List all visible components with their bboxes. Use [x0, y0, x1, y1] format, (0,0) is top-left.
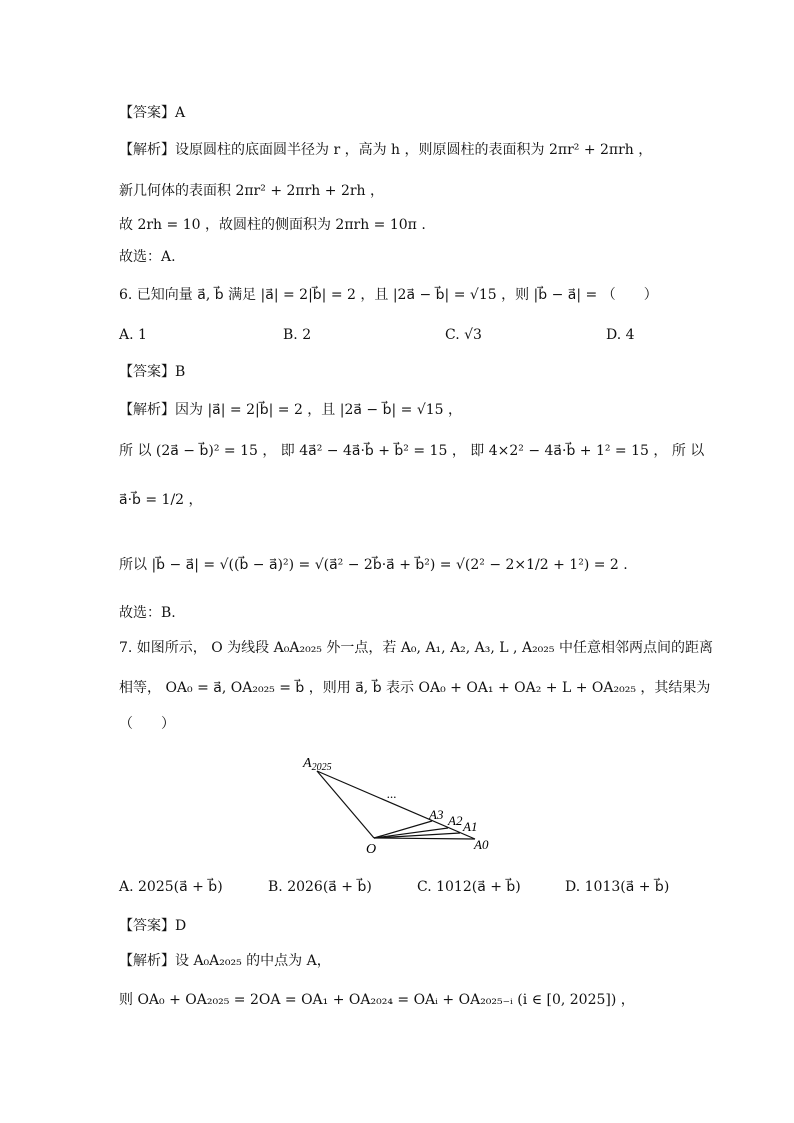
- fig-segment-o-a0: [374, 838, 475, 839]
- q7-option-c: C. 1012(a⃗ + b⃗): [417, 879, 521, 895]
- fig-label-o: O: [366, 842, 377, 857]
- fig-label-a3: A3: [429, 807, 444, 822]
- q5-analysis-line-2: 新几何体的表面积 2πr² + 2πrh + 2rh ，: [119, 183, 385, 199]
- q6-analysis-line-1: 【解析】因为 |a⃗| = 2|b⃗| = 2 ，且 |2a⃗ − b⃗| = √15 ，: [119, 402, 463, 418]
- fig-segment-a0-a2025: [317, 771, 478, 839]
- q7-answer: 【答案】D: [119, 918, 187, 934]
- q7-stem-line-2: 相等， OA₀ = a⃗, OA₂₀₂₅ = b⃗ ，则用 a⃗, b⃗ 表示 OA₀ + OA₁ + OA₂ + L + OA₂₀₂₅ ，其结果为: [119, 680, 711, 696]
- fig-label-a1: A1: [463, 819, 478, 834]
- q5-analysis-line-3: 故 2rh = 10 ，故圆柱的侧面积为 2πrh = 10π .: [119, 217, 426, 233]
- q7-analysis-line-1: 【解析】设 A₀A₂₀₂₅ 的中点为 A，: [119, 953, 331, 969]
- q7-option-b: B. 2026(a⃗ + b⃗): [268, 879, 372, 895]
- q5-analysis-line-1: 【解析】设原圆柱的底面圆半径为 r ，高为 h ，则原圆柱的表面积为 2πr² + 2πrh ，: [119, 142, 653, 158]
- fig-segment-o-a2025: [317, 771, 374, 838]
- q5-choose: 故选：A.: [119, 249, 176, 265]
- q7-analysis-line-2: 则 OA₀ + OA₂₀₂₅ = 2OA = OA₁ + OA₂₀₂₄ = OAᵢ + OA₂₀₂₅₋ᵢ (i ∈ [0, 2025]) ，: [119, 992, 635, 1008]
- q6-analysis-line-3: a⃗·b⃗ = 1/2 ，: [119, 492, 203, 508]
- q6-answer: 【答案】B: [119, 364, 186, 380]
- q6-option-a: A. 1: [119, 327, 147, 343]
- fig-segment-o-a2: [374, 828, 448, 838]
- q7-option-a: A. 2025(a⃗ + b⃗): [119, 879, 223, 895]
- q7-option-d: D. 1013(a⃗ + b⃗): [565, 879, 670, 895]
- q6-option-c: C. √3: [445, 327, 482, 343]
- q6-analysis-line-2: 所 以 (2a⃗ − b⃗)² = 15 ， 即 4a⃗² − 4a⃗·b⃗ + b⃗² = 15 ， 即 4×2² − 4a⃗·b⃗ + 1² = 15 ， 所 以: [119, 443, 705, 459]
- q6-stem: 6. 已知向量 a⃗, b⃗ 满足 |a⃗| = 2|b⃗| = 2 ，且 |2a⃗ − b⃗| = √15 ，则 |b⃗ − a⃗| = （ ）: [119, 287, 658, 303]
- fig-label-a2: A2: [448, 813, 463, 828]
- q7-figure: [290, 745, 510, 860]
- q7-stem-line-1: 7. 如图所示， O 为线段 A₀A₂₀₂₅ 外一点，若 A₀, A₁, A₂, A₃, L , A₂₀₂₅ 中任意相邻两点间的距离: [119, 640, 713, 656]
- q6-analysis-line-4: 所以 |b⃗ − a⃗| = √((b⃗ − a⃗)²) = √(a⃗² − 2b⃗·a⃗ + b⃗²) = √(2² − 2×1/2 + 1²) = 2 .: [119, 557, 628, 573]
- q5-answer: 【答案】A: [119, 105, 186, 121]
- fig-dots: ...: [387, 786, 397, 801]
- q7-stem-line-3: （ ）: [119, 716, 175, 732]
- q6-choose: 故选：B.: [119, 605, 176, 621]
- q6-option-b: B. 2: [283, 327, 312, 343]
- fig-label-a2025: $A_{2025}$: [303, 756, 332, 773]
- fig-label-a0: A0: [474, 837, 489, 852]
- q6-option-d: D. 4: [606, 327, 635, 343]
